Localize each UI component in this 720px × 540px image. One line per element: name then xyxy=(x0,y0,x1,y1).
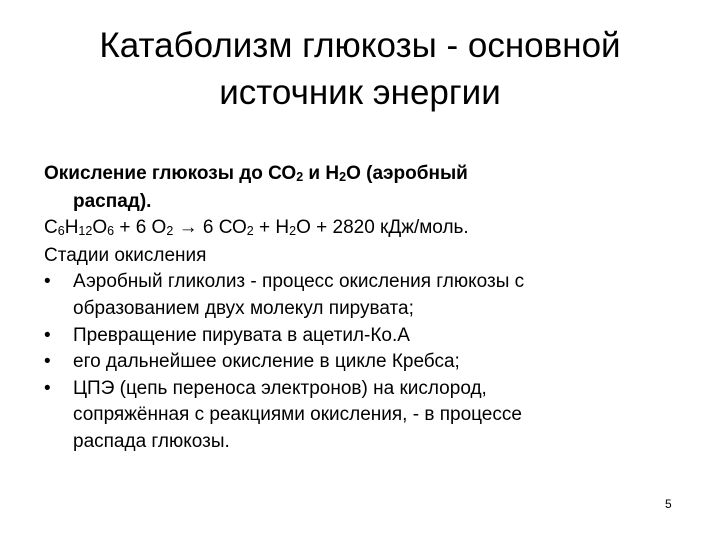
bullet-line: его дальнейшее окисление в цикле Кребса; xyxy=(73,351,460,373)
bullet-line: образованием двух молекул пирувата; xyxy=(73,297,414,319)
bullet-item xyxy=(44,349,684,376)
slide-body xyxy=(44,161,684,456)
bullet-icon: • xyxy=(44,324,51,346)
bullet-icon: • xyxy=(44,377,51,399)
eq-c: С xyxy=(44,217,58,239)
heading-subscript-1: 2 xyxy=(296,169,304,184)
bullet-item xyxy=(44,323,684,350)
eq-co2-sub: 2 xyxy=(246,223,254,238)
eq-part4: + Н xyxy=(253,217,290,239)
bullet-icon: • xyxy=(44,351,51,373)
stages-label: Стадии окисления xyxy=(44,244,207,266)
bullet-item xyxy=(44,376,684,456)
eq-o2-sub: 2 xyxy=(166,223,174,238)
heading-text-c: О (аэробный xyxy=(346,163,468,184)
bullet-line: распада глюкозы. xyxy=(73,430,230,452)
eq-o-sub: 6 xyxy=(107,223,115,238)
bullet-item xyxy=(44,269,684,322)
eq-o: О xyxy=(92,217,108,239)
slide-title xyxy=(40,22,680,116)
eq-part2: + 6 О xyxy=(114,217,167,239)
eq-part5: О + 2820 кДж/моль. xyxy=(296,217,469,239)
heading-text-a: Окисление глюкозы до СО xyxy=(44,163,297,184)
equation-line xyxy=(44,215,684,243)
bullet-line: сопряжённая с реакциями окисления, - в процессе xyxy=(73,404,522,426)
title-line-1: Катаболизм глюкозы - основной xyxy=(99,26,621,65)
eq-part3: → 6 СО xyxy=(173,217,247,239)
bullet-icon: • xyxy=(44,271,51,293)
eq-c-sub: 6 xyxy=(57,223,65,238)
eq-h: Н xyxy=(64,217,79,239)
title-line-2: источник энергии xyxy=(219,73,501,112)
bullet-line: Аэробный гликолиз - процесс окисления глюкозы с xyxy=(73,271,525,293)
eq-h-sub: 12 xyxy=(78,223,93,238)
eq-h2o-sub: 2 xyxy=(289,223,297,238)
heading-line-2: распад). xyxy=(73,190,152,212)
page-number: 5 xyxy=(665,497,672,511)
heading-line-1 xyxy=(44,161,684,189)
heading-subscript-2: 2 xyxy=(339,169,347,184)
heading-text-b: и Н xyxy=(303,163,340,184)
bullet-line: Превращение пирувата в ацетил-Ко.А xyxy=(73,324,410,346)
bullet-line: ЦПЭ (цепь переноса электронов) на кислород, xyxy=(73,377,487,399)
